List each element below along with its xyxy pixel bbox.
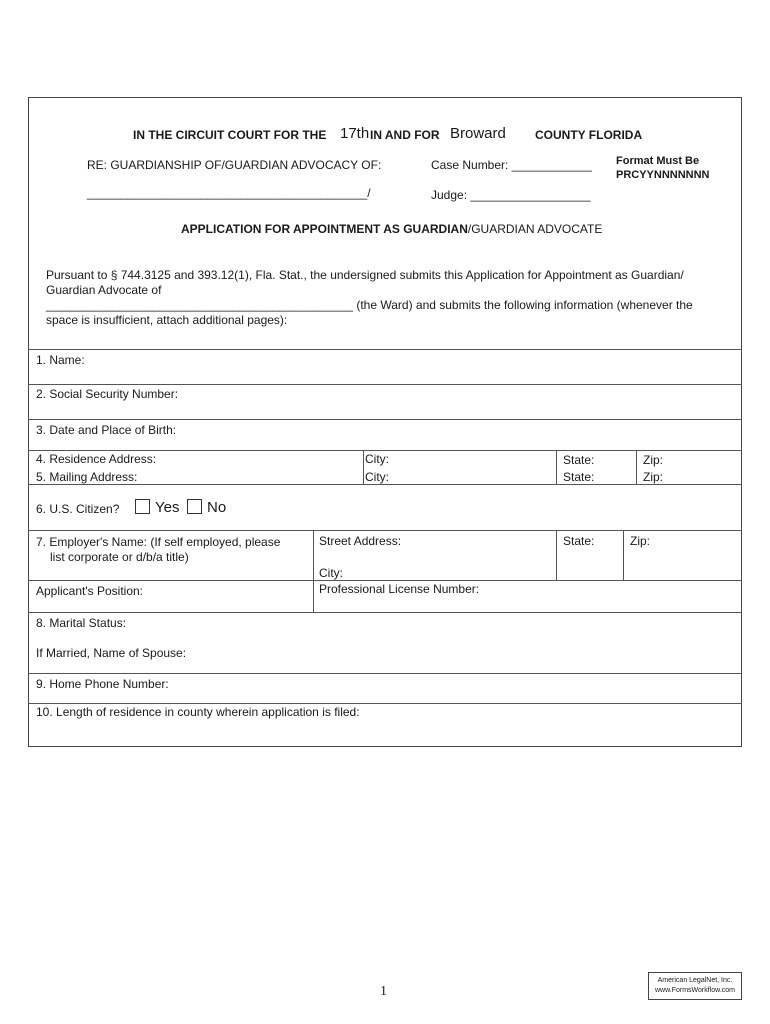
judge-field[interactable]: Judge: __________________ [431, 188, 591, 202]
mailing-city-field[interactable]: City: [365, 470, 389, 484]
vendor-line-1: American LegalNet, Inc. [657, 977, 733, 984]
divider [313, 580, 742, 581]
ssn-field[interactable]: 2. Social Security Number: [36, 387, 179, 401]
divider [28, 530, 742, 531]
residence-state-field[interactable]: State: [563, 453, 595, 467]
mailing-zip-field[interactable]: Zip: [643, 470, 664, 484]
format-note-line2: PRCYYNNNNNNN [616, 169, 710, 181]
divider [28, 673, 742, 674]
divider [363, 450, 364, 484]
intro-line-3[interactable]: ______________________________________________ (the Ward) and submits the following information (whenever the [46, 298, 693, 312]
divider [28, 450, 742, 451]
circuit-field[interactable]: 17th [340, 125, 370, 142]
county-field[interactable]: Broward [450, 125, 506, 142]
employer-name-field[interactable]: 7. Employer's Name: (If self employed, please [36, 535, 281, 549]
divider [623, 530, 624, 580]
residence-city-field[interactable]: City: [365, 452, 389, 466]
citizen-label: 6. U.S. Citizen? [36, 502, 120, 516]
home-phone-field[interactable]: 9. Home Phone Number: [36, 677, 169, 691]
intro-line-1: Pursuant to § 744.3125 and 393.12(1), Fla. Stat., the undersigned submits this Application for Appointment as Guardian/ [46, 268, 684, 282]
applicant-position-field[interactable]: Applicant's Position: [36, 584, 144, 598]
employer-street-field[interactable]: Street Address: [319, 534, 402, 548]
name-field[interactable]: 1. Name: [36, 353, 85, 367]
format-note-line1: Format Must Be [616, 155, 700, 167]
license-number-field[interactable]: Professional License Number: [319, 582, 480, 596]
intro-line-2: Guardian Advocate of [46, 283, 162, 297]
divider [28, 703, 742, 704]
employer-zip-field[interactable]: Zip: [630, 534, 651, 548]
residence-length-field[interactable]: 10. Length of residence in county wherein application is filed: [36, 705, 360, 719]
vendor-stamp [648, 972, 742, 1000]
divider [28, 384, 742, 385]
form-title-normal: /GUARDIAN ADVOCATE [467, 222, 603, 236]
marital-status-field[interactable]: 8. Marital Status: [36, 616, 127, 630]
in-and-for-label: IN AND FOR [370, 128, 440, 142]
intro-line-4: space is insufficient, attach additional pages): [46, 313, 288, 327]
divider [28, 349, 742, 350]
citizen-no-checkbox[interactable] [187, 499, 202, 514]
divider [28, 612, 742, 613]
spouse-name-field[interactable]: If Married, Name of Spouse: [36, 646, 187, 660]
citizen-yes-checkbox[interactable] [135, 499, 150, 514]
case-number-field[interactable]: Case Number: ____________ [431, 158, 592, 172]
re-guardianship-label: RE: GUARDIANSHIP OF/GUARDIAN ADVOCACY OF: [87, 158, 382, 172]
divider [313, 530, 314, 612]
citizen-no-label: No [207, 499, 227, 516]
residence-zip-field[interactable]: Zip: [643, 453, 664, 467]
divider [28, 419, 742, 420]
dob-field[interactable]: 3. Date and Place of Birth: [36, 423, 177, 437]
mailing-state-field[interactable]: State: [563, 470, 595, 484]
divider [556, 450, 557, 484]
mailing-address-field[interactable]: 5. Mailing Address: [36, 470, 138, 484]
employer-state-field[interactable]: State: [563, 534, 595, 548]
divider [28, 484, 742, 485]
divider [28, 580, 313, 581]
page-number: 1 [380, 984, 387, 999]
citizen-yes-label: Yes [155, 499, 180, 516]
employer-name-note: list corporate or d/b/a title) [50, 550, 189, 564]
divider [636, 450, 637, 484]
ward-name-blank[interactable]: __________________________________________/ [87, 186, 371, 200]
divider [556, 530, 557, 580]
residence-address-field[interactable]: 4. Residence Address: [36, 452, 157, 466]
vendor-line-2: www.FormsWorkflow.com [655, 987, 735, 994]
form-title-bold: APPLICATION FOR APPOINTMENT AS GUARDIAN [181, 222, 468, 236]
employer-city-field[interactable]: City: [319, 566, 343, 580]
court-prefix: IN THE CIRCUIT COURT FOR THE [133, 128, 327, 142]
county-florida-label: COUNTY FLORIDA [535, 128, 643, 142]
